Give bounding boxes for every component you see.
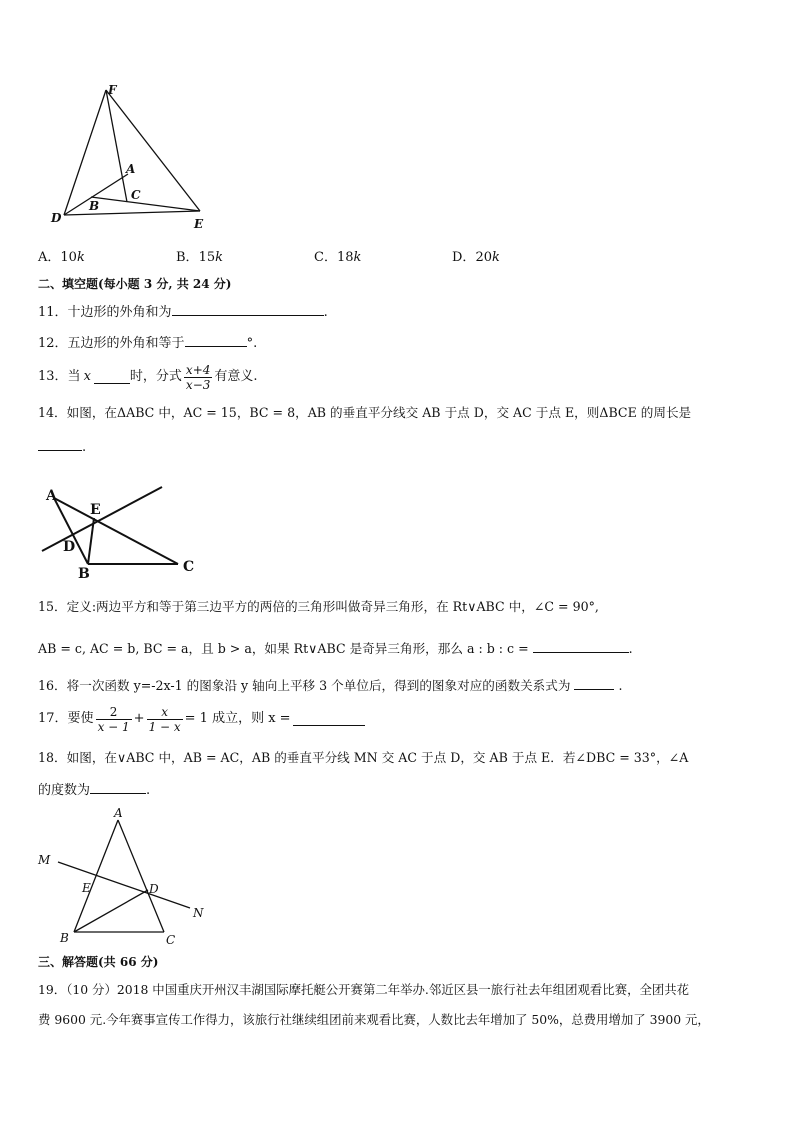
label-e: E bbox=[194, 217, 204, 231]
answer-blank bbox=[94, 371, 130, 384]
question-17: 17． 要使 $\frac{2}{x - 1}$ + $\frac{x}{1 - x}$ = 1 成立，则 x = bbox=[38, 700, 365, 738]
fraction: $\frac{x+4}{x-3}$ bbox=[185, 362, 211, 392]
option-b: B．15k bbox=[176, 250, 223, 265]
answer-blank bbox=[574, 677, 614, 690]
figure-perpendicular-bisector bbox=[38, 482, 208, 582]
label-d: D bbox=[63, 539, 76, 555]
question-14: 14．如图，在ΔABC 中，AC = 15，BC = 8，AB 的垂直平分线交 AB 于点 D，交 AC 于点 E，则ΔBCE 的周长是 bbox=[38, 405, 692, 420]
answer-blank bbox=[185, 334, 247, 347]
figure-triangle-def bbox=[40, 78, 220, 238]
option-a: A．10k bbox=[38, 250, 85, 265]
label-c: C bbox=[166, 933, 176, 947]
question-19: 19．（10 分）2018 中国重庆开州汉丰湖国际摩托艇公开赛第二年举办.邻近区县一旅行社去年组团观看比赛，全团共花 bbox=[38, 982, 690, 997]
option-c: C．18k bbox=[314, 250, 362, 265]
label-b: B bbox=[78, 566, 90, 582]
label-b: B bbox=[60, 931, 69, 945]
question-15-line2: AB = c, AC = b, BC = a，且 b > a，如果 Rt∨ABC 是奇异三角形，那么 a : b : c = . bbox=[38, 641, 633, 656]
label-f: F bbox=[108, 83, 117, 97]
answer-blank bbox=[533, 640, 629, 653]
question-19-line2: 费 9600 元.今年赛事宣传工作得力，该旅行社继续组团前来观看比赛，人数比去年增加了 50%，总费用增加了 3900 元， bbox=[38, 1012, 710, 1027]
label-b: B bbox=[89, 199, 100, 213]
label-c: C bbox=[183, 559, 195, 575]
label-d: D bbox=[51, 211, 62, 225]
option-d: D．20k bbox=[452, 250, 500, 265]
question-12: 12．五边形的外角和等于 °. bbox=[38, 336, 258, 351]
section-3-title: 三、解答题(共 66 分) bbox=[38, 955, 159, 969]
question-13: 13． 当 x 时，分式 $\frac{x+4}{x-3}$ 有意义. bbox=[38, 362, 258, 392]
label-a: A bbox=[46, 488, 57, 504]
answer-blank bbox=[38, 438, 82, 451]
answer-blank bbox=[90, 781, 146, 794]
question-14-line2: . bbox=[38, 438, 86, 456]
fraction-1: $\frac{2}{x - 1}$ bbox=[97, 704, 130, 734]
label-e: E bbox=[82, 881, 91, 895]
question-18-line2: 的度数为 . bbox=[38, 783, 151, 798]
figure-isosceles-triangle bbox=[30, 806, 220, 948]
fraction-2: $\frac{x}{1 - x}$ bbox=[148, 704, 181, 734]
label-a: A bbox=[114, 806, 123, 820]
label-c: C bbox=[131, 188, 141, 202]
label-n: N bbox=[193, 906, 204, 920]
label-m: M bbox=[38, 853, 51, 867]
question-11: 11．十边形的外角和为 . bbox=[38, 305, 328, 320]
label-a: A bbox=[126, 162, 136, 176]
question-16: 16．将一次函数 y=-2x-1 的图象沿 y 轴向上平移 3 个单位后，得到的图象对应的函数关系式为 . bbox=[38, 678, 623, 693]
question-15: 15．定义:两边平方和等于第三边平方的两倍的三角形叫做奇异三角形，在 Rt∨ABC 中，∠C = 90°, bbox=[38, 599, 599, 614]
answer-blank bbox=[172, 303, 324, 316]
question-18: 18．如图，在∨ABC 中，AB = AC，AB 的垂直平分线 MN 交 AC 于点 D，交 AB 于点 E．若∠DBC = 33°，∠A bbox=[38, 750, 689, 765]
label-e: E bbox=[90, 502, 101, 518]
answer-blank bbox=[293, 713, 365, 726]
label-d: D bbox=[149, 882, 159, 896]
section-2-title: 二、填空题(每小题 3 分, 共 24 分) bbox=[38, 277, 232, 291]
